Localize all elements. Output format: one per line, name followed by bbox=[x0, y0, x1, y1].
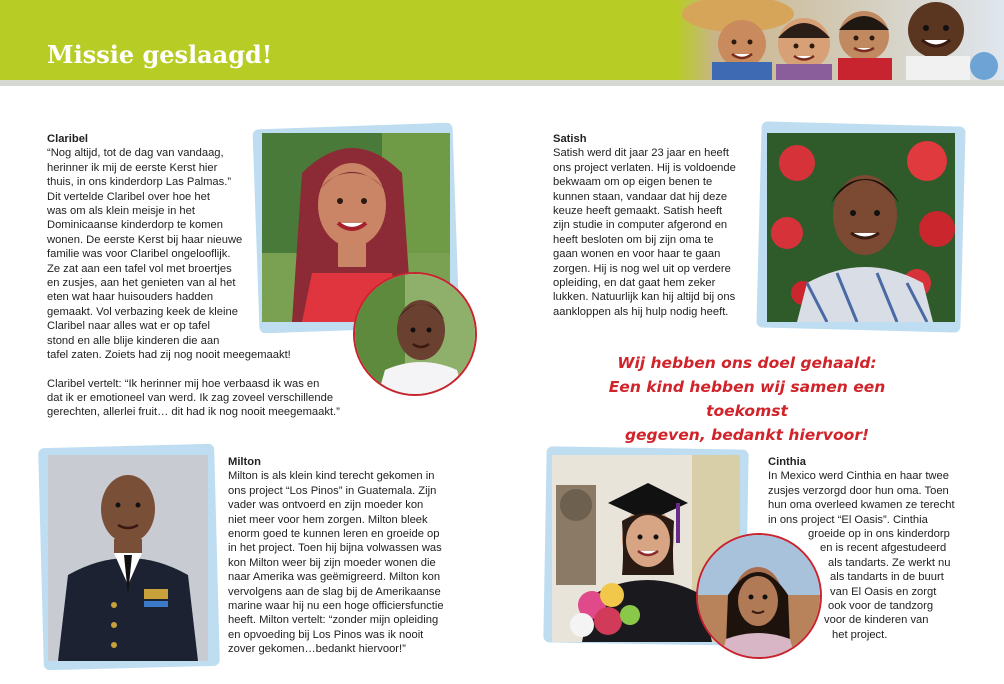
story-line: ook voor de tandzorg bbox=[828, 600, 934, 613]
story-line: In Mexico werd Cinthia en haar twee bbox=[768, 470, 949, 483]
man-portrait-photo bbox=[767, 133, 955, 322]
girl-portrait-photo bbox=[353, 272, 477, 396]
children-group-image bbox=[676, 0, 1004, 80]
story-line: zover gekomen…bedankt hiervoor!” bbox=[228, 643, 406, 656]
header-divider bbox=[0, 80, 1004, 86]
highlight-line: Wij hebben ons doel gehaald: bbox=[617, 354, 877, 372]
story-line: gemaakt. Vol verbazing keek de kleine bbox=[47, 305, 238, 318]
satish-image bbox=[767, 133, 955, 322]
story-quote-line: Claribel vertelt: “Ik herinner mij hoe verbaasd ik was en bbox=[47, 377, 320, 390]
story-line: groeide op in ons kinderdorp bbox=[808, 528, 950, 541]
story-line: Claribel naar alles wat er op tafel bbox=[47, 320, 210, 333]
story-line: in ons project “El Oasis”. Cinthia bbox=[768, 513, 928, 526]
story-line: gaan wonen en voor haar te gaan bbox=[553, 248, 721, 261]
story-line: zijn studie in computer afgerond en bbox=[553, 219, 728, 232]
highlight-line: Een kind hebben wij samen een toekomst bbox=[608, 378, 886, 420]
story-line: niet meer voor hem zorgen. Milton bleek bbox=[228, 513, 428, 526]
story-line: ons project verlaten. Hij is voldoende bbox=[553, 161, 736, 174]
claribel-child-image bbox=[355, 274, 477, 396]
story-line: vervolgens aan de slag bij de Amerikaanse bbox=[228, 585, 441, 598]
story-line: kunnen staan, vandaar dat hij deze bbox=[553, 190, 728, 203]
story-line: Dit vertelde Claribel over hoe het bbox=[47, 190, 210, 203]
story-line: Milton is als klein kind terecht gekomen in bbox=[228, 470, 435, 483]
story-name: Cinthia bbox=[768, 456, 806, 468]
story-line: keuze heeft gemaakt. Satish heeft bbox=[553, 205, 723, 218]
story-line: wonen. De eerste Kerst bij haar nieuwe bbox=[47, 233, 243, 246]
story-quote-line: gerechten, allerlei fruit… dit had ik nog nooit meegemaakt.” bbox=[47, 406, 340, 419]
story-cinthia bbox=[768, 455, 988, 642]
story-line: voor de kinderen van bbox=[824, 614, 929, 627]
highlight-quote bbox=[582, 351, 912, 447]
story-line: van El Oasis en zorgt bbox=[830, 585, 937, 598]
story-line: “Nog altijd, tot de dag van vandaag, bbox=[47, 147, 224, 160]
story-line: en zusjes, aan het genieten van al het bbox=[47, 277, 236, 290]
story-line: vader was ontvoerd en zijn moeder kon bbox=[228, 499, 424, 512]
story-name: Milton bbox=[228, 456, 261, 468]
story-line: aankloppen als hij hulp nodig heeft. bbox=[553, 305, 729, 318]
story-line: en opvoeding bij Los Pinos was ik nooit bbox=[228, 628, 424, 641]
story-line: marine waar hij nu een hoge officiersfunctie bbox=[228, 600, 444, 613]
story-line: bekwaam om op eigen benen te bbox=[553, 176, 713, 189]
story-line: Satish werd dit jaar 23 jaar en heeft bbox=[553, 147, 729, 160]
story-satish bbox=[553, 132, 763, 319]
story-line: heeft. Milton vertelt: “zonder mijn opleiding bbox=[228, 614, 439, 627]
story-line: thuis, in ons kinderdorp Las Palmas.” bbox=[47, 176, 232, 189]
story-line: lukken. Natuurlijk kan hij altijd bij ons bbox=[553, 291, 736, 304]
story-line: als tandarts in de buurt bbox=[830, 571, 944, 584]
story-line: heeft besloten om bij zijn oma te bbox=[553, 233, 714, 246]
story-line: in het project. Toen hij bijna volwassen was bbox=[228, 542, 442, 555]
naval-officer-photo bbox=[48, 455, 208, 661]
story-line: en is recent afgestudeerd bbox=[820, 542, 947, 555]
story-line: familie was voor Claribel ongelooflijk. bbox=[47, 248, 231, 261]
story-line: tafel zaten. Zoiets had zij nog nooit meegemaakt! bbox=[47, 349, 291, 362]
story-line: hun oma overleed kwamen ze terecht bbox=[768, 499, 955, 512]
story-line: het project. bbox=[832, 628, 888, 641]
story-line: zusjes verzorgd door hun oma. Toen bbox=[768, 484, 949, 497]
story-line: opleiding, en dat gaat hem zeker bbox=[553, 277, 716, 290]
story-line: enorm goed te kunnen leren en groeide op bbox=[228, 528, 440, 541]
story-line: eten wat haar huisouders hadden bbox=[47, 291, 214, 304]
story-line: naar Amerika was geëmigreerd. Milton kon bbox=[228, 571, 441, 584]
story-name: Satish bbox=[553, 133, 587, 145]
story-line: herinner ik mij de eerste Kerst hier bbox=[47, 161, 218, 174]
story-line: als tandarts. Ze werkt nu bbox=[828, 556, 951, 569]
milton-image bbox=[48, 455, 208, 661]
story-milton bbox=[228, 455, 488, 657]
story-line: Dominicaanse kinderdorp te komen bbox=[47, 219, 223, 232]
page-title: Missie geslaagd! bbox=[47, 40, 273, 69]
story-line: stond en alle blije kinderen die aan bbox=[47, 334, 220, 347]
story-line: zorgen. Hij is nog wel uit op verdere bbox=[553, 262, 731, 275]
story-line: was om als klein meisje in het bbox=[47, 205, 195, 218]
story-line: kon Milton weer bij zijn moeder wonen die bbox=[228, 556, 436, 569]
children-group-photo bbox=[676, 0, 1004, 80]
story-line: ons project “Los Pinos” in Guatemala. Zijn bbox=[228, 484, 437, 497]
story-quote-line: dat ik er emotioneel van werd. Ik zag zoveel verschillende bbox=[47, 391, 334, 404]
story-line: Ze zat aan een tafel vol met broertjes bbox=[47, 262, 232, 275]
highlight-line: gegeven, bedankt hiervoor! bbox=[624, 426, 870, 444]
story-name: Claribel bbox=[47, 133, 89, 145]
paragraph-gap bbox=[47, 363, 347, 377]
